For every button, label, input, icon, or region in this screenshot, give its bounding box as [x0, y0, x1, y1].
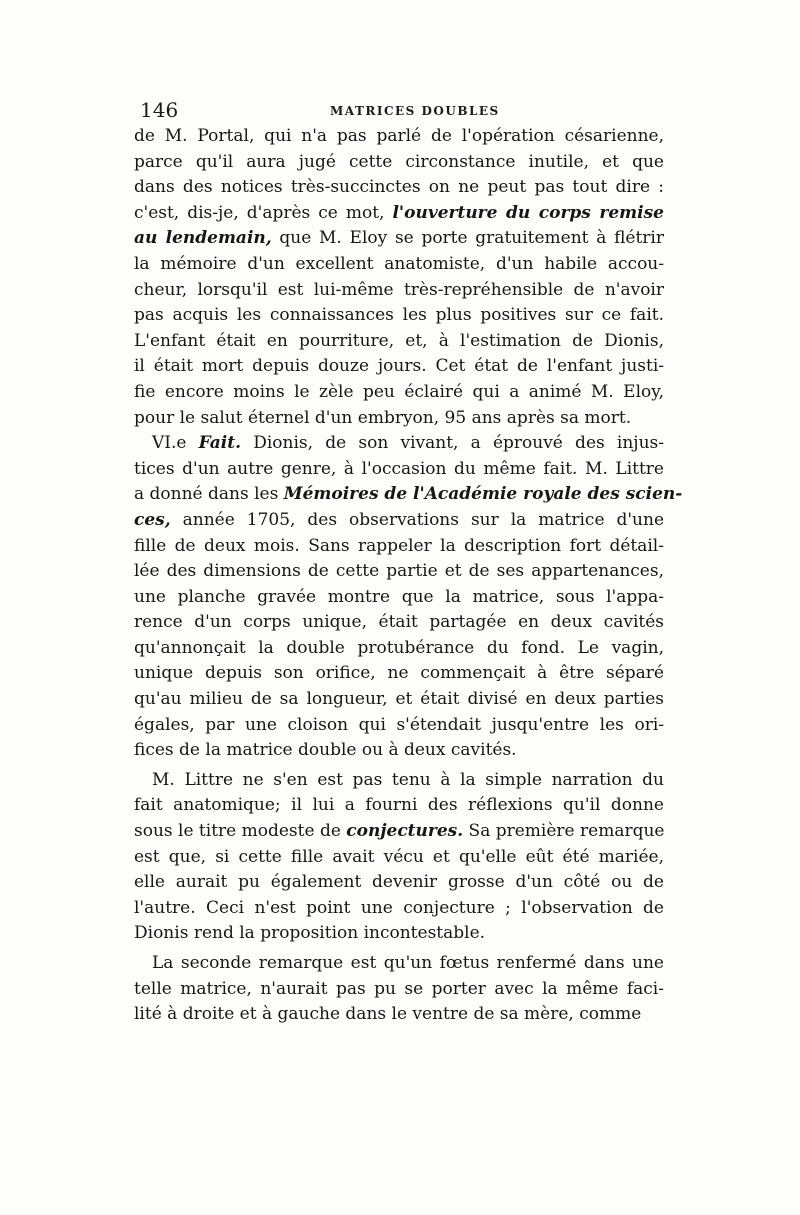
body-text — [134, 124, 683, 1028]
text-line — [134, 303, 664, 329]
text-line — [134, 585, 664, 611]
page-header — [140, 98, 662, 124]
text-line — [134, 819, 664, 845]
italic-text: au lendemain, — [134, 228, 272, 249]
text-line — [134, 845, 664, 871]
text-line — [134, 175, 664, 201]
text-run: égales, par une cloison qui s'étendait jusqu'entre les ori- — [134, 714, 664, 735]
text-run: pas acquis les connaissances les plus positives sur ce fait. — [134, 305, 664, 326]
text-line — [134, 278, 664, 304]
text-line — [134, 329, 664, 355]
text-line — [134, 226, 664, 252]
text-run: c'est, dis-je, d'après ce mot, — [134, 202, 393, 223]
text-line — [134, 406, 664, 432]
text-line — [134, 896, 664, 922]
text-line — [134, 661, 664, 687]
text-run: fie encore moins le zèle peu éclairé qui a animé M. Eloy, — [134, 381, 664, 402]
text-line — [134, 610, 664, 636]
text-run: pour le salut éternel d'un embryon, 95 ans après sa mort. — [134, 407, 632, 428]
text-run: tices d'un autre genre, à l'occasion du même fait. M. Littre — [134, 458, 664, 479]
text-run: est que, si cette fille avait vécu et qu'elle eût été mariée, — [134, 846, 664, 867]
italic-text: ces, — [134, 509, 171, 530]
text-run: telle matrice, n'aurait pas pu se porter avec la même faci- — [134, 978, 664, 999]
text-run: VI.e — [152, 433, 199, 454]
text-run: l'autre. Ceci n'est point une conjecture ; l'observation de — [134, 897, 664, 918]
text-line — [134, 1002, 664, 1028]
text-run: année 1705, des observations sur la matrice d'une — [170, 509, 664, 530]
text-run: que M. Eloy se porte gratuitement à flétrir — [271, 228, 664, 249]
italic-text: l'ouverture du corps remise — [392, 202, 664, 223]
text-run: Dionis, de son vivant, a éprouvé des injus- — [241, 433, 664, 454]
running-head: MATRICES DOUBLES — [330, 104, 500, 118]
text-run: Sa première remarque — [463, 821, 665, 842]
text-run: cheur, lorsqu'il est lui-même très-repréhensible de n'avoir — [134, 279, 664, 300]
text-line — [134, 921, 664, 947]
paragraph — [134, 951, 664, 1028]
text-run: lité à droite et à gauche dans le ventre de sa mère, comme — [134, 1004, 642, 1025]
text-line — [134, 482, 683, 508]
text-run: fices de la matrice double ou à deux cavités. — [134, 740, 517, 761]
text-run: parce qu'il aura jugé cette circonstance inutile, et que — [134, 151, 664, 172]
text-line — [134, 559, 664, 585]
text-run: dans des notices très-succinctes on ne peut pas tout dire : — [134, 177, 664, 198]
text-run: Dionis rend la proposition incontestable. — [134, 923, 486, 944]
text-line — [134, 431, 664, 457]
text-line — [134, 150, 664, 176]
paragraph — [134, 431, 683, 764]
text-line — [134, 124, 664, 150]
text-run: rence d'un corps unique, était partagée en deux cavités — [134, 612, 664, 633]
text-run: lée des dimensions de cette partie et de ses appartenances, — [134, 561, 664, 582]
text-run: M. Littre ne s'en est pas tenu à la simple narration du — [152, 769, 664, 790]
text-run: il était mort depuis douze jours. Cet état de l'enfant justi- — [134, 356, 664, 377]
text-run: une planche gravée montre que la matrice, sous l'appa- — [134, 586, 664, 607]
text-line — [134, 252, 664, 278]
text-line — [134, 951, 664, 977]
text-run: de M. Portal, qui n'a pas parlé de l'opération césarienne, — [134, 126, 664, 146]
text-line — [134, 768, 664, 794]
page-number: 146 — [140, 98, 179, 122]
text-run: elle aurait pu également devenir grosse d'un côté ou de — [134, 872, 664, 893]
text-run: la mémoire d'un excellent anatomiste, d'un habile accou- — [134, 253, 664, 274]
text-line — [134, 870, 664, 896]
text-line — [134, 457, 664, 483]
text-line — [134, 713, 664, 739]
text-run: qu'au milieu de sa longueur, et était divisé en deux parties — [134, 689, 664, 710]
text-run: La seconde remarque est qu'un fœtus renfermé dans une — [152, 953, 664, 973]
text-run: qu'annonçait la double protubérance du fond. Le vagin, — [134, 637, 664, 658]
text-line — [134, 508, 664, 534]
text-run: a donné dans les — [134, 484, 284, 505]
text-line — [134, 534, 664, 560]
italic-text: Mémoires de l'Académie royale des scien- — [283, 484, 683, 505]
text-run: fille de deux mois. Sans rappeler la description fort détail- — [134, 535, 664, 556]
text-run: fait anatomique; il lui a fourni des réflexions qu'il donne — [134, 795, 664, 816]
paragraph — [134, 124, 664, 431]
italic-text: Fait. — [198, 433, 242, 454]
text-line — [134, 201, 664, 227]
italic-text: conjectures. — [346, 821, 464, 842]
paragraph — [134, 768, 664, 947]
text-line — [134, 636, 664, 662]
text-line — [134, 354, 664, 380]
text-line — [134, 687, 664, 713]
text-line — [134, 793, 664, 819]
text-run: sous le titre modeste de — [134, 821, 347, 842]
text-line — [134, 380, 664, 406]
text-run: unique depuis son orifice, ne commençait à être séparé — [134, 663, 664, 684]
text-line — [134, 977, 664, 1003]
text-line — [134, 738, 664, 764]
text-run: L'enfant était en pourriture, et, à l'estimation de Dionis, — [134, 330, 664, 351]
